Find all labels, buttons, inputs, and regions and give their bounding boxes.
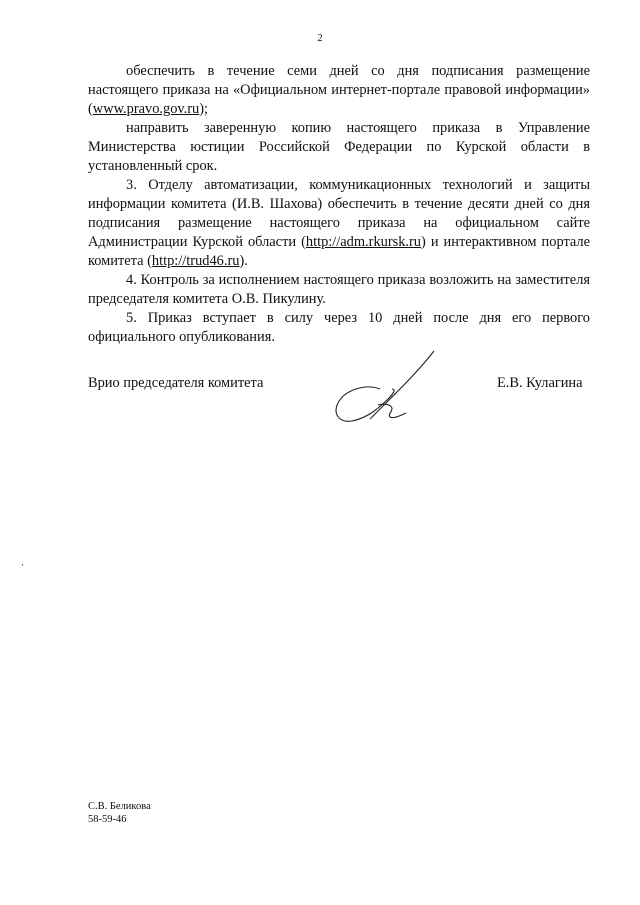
link-adm-rkursk[interactable]: http://adm.rkursk.ru: [305, 234, 422, 250]
contact-phone: 58-59-46: [88, 814, 127, 825]
document-body: [88, 62, 590, 347]
paragraph-text: обеспечить в течение семи дней со дня подписания размещение настоящего приказа на «Официальном интернет-портале правовой информации» (: [88, 63, 590, 117]
signatory-name: Е.В. Кулагина: [497, 375, 583, 391]
contact-block: [88, 800, 151, 826]
page-number: 2: [317, 32, 323, 44]
paragraph-item-3: [88, 176, 590, 271]
paragraph-mid: ) и интерактивном портале комитета (: [88, 234, 591, 269]
margin-mark: [22, 564, 23, 566]
signatory-title: Врио председателя комитета: [88, 375, 264, 391]
paragraph-item-4: 4. Контроль за исполнением настоящего приказа возложить на заместителя председателя комитета О.В. Пикулину.: [88, 272, 590, 307]
link-pravo[interactable]: www.pravo.gov.ru: [92, 101, 200, 117]
paragraph-tail: );: [199, 101, 209, 117]
paragraph-item-5: 5. Приказ вступает в силу через 10 дней после дня его первого официального опубликования.: [88, 310, 590, 345]
contact-name: С.В. Беликова: [88, 801, 151, 812]
paragraph-publish-pravo: [88, 62, 590, 119]
paragraph-send-copy: направить заверенную копию настоящего приказа в Управление Министерства юстиции Российской Федерации по Курской области в установленный срок.: [88, 120, 590, 174]
link-trud46[interactable]: http://trud46.ru: [151, 253, 240, 269]
paragraph-tail: ).: [239, 253, 248, 269]
paragraph-text: 3. Отделу автоматизации, коммуникационных технологий и защиты информации комитета (И.В. Шахова) обеспечить в течение десяти дней со дня подписания размещение настоящего приказа на официальном сайте Администрации Курской области (: [88, 177, 590, 250]
handwritten-signature: [330, 345, 442, 427]
